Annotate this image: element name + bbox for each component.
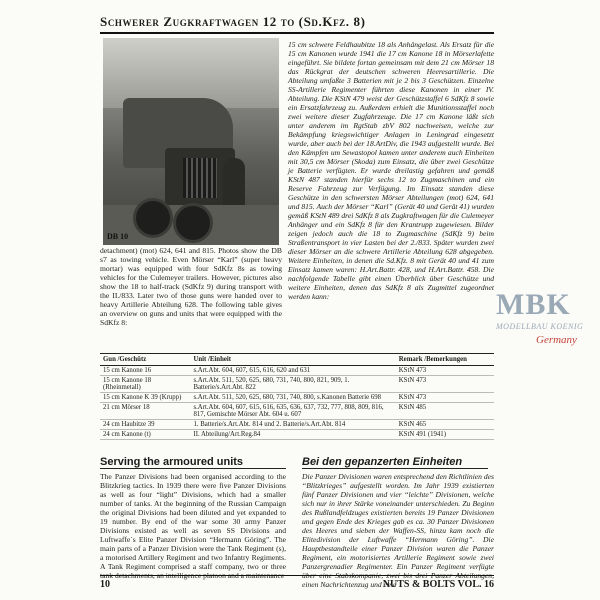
right-column-text: 15 cm schwere Feldhaubitze 18 als Anhängelast. Als Ersatz für die 15 cm Kanonen wurde 1941 die 17 cm Kanone 18 in Mörserlafette eingeführt. Sie bildete fortan gemeinsam mit dem 21 cm Mörser 18 das Rückgrat der deutschen schweren Heeresartillerie. Die Abteilung umfaßte 3 Batterien mit je 2 bis 3 Geschützen. Einzelne SS-Artillerie Regimenter führten diese Kanonen in einer IV. Abteilung. Die KStN 479 weist der Geschützstaffel 6 SdKfz 8 sowie ein Ersatzfahrzeug zu. Außerdem erhielt die Munitionsstaffel noch zwei weitere dieser Zugfahrzeuge. Die 17 cm Kanone läßt sich unter anderem im RgtStab zbV 802 nachweisen, welche zur Bekämpfung kriegswichtiger Anlagen in Leningrad eingesetzt wurde, aber auch bei der 18.ArtDiv, die 1943 aufgestellt wurde. Bei den Kämpfen um Sewastopol kamen unter anderem auch Einheiten mit 30,5 cm Mörser (Skoda) zum Einsatz, die über zwei Geschütze je Batterie verfügten. Er wurde dreilastig gefahren und gemäß KStN 487 standen hierfür sechs 12 to Zugmaschinen und ein Reserve Fahrzeug zur Verfügung. Im Einsatz standen diese Geschütze in den schwersten Mörser Abteilungen (mot) 624, 641 und 815. Auch der Mörser “Karl” (Gerät 40 und Gerät 41) wurden gemäß KStN 489 drei SdKfz 8 als Zugkraftwagen für die Culemeyer Anhänger und ein SdKfz 8 für den Krantrupp zugewiesen. Bilder zeigen jedoch auch die 18 to Zugmaschine (SdKfz 9) beim Straßentransport in vier Lasten bei der 2./833. Später wurden zwei dieser Mörser an die schwere Artillerie Abteilung 628 abgegeben. Weitere Einheiten, in denen die Sd.Kfz. 8 mit Gerät 40 und 41 zum Einsatz kamen waren: H.Art.Battr. 428, und H.Art.Battr. 458. Die nachfolgende Tabelle gibt einen Überblick über Geschütze und weitere Einheiten, denen das SdKfz 8 als Zugmittel zugeordnet werden kann: xyxy=(288,40,495,301)
cell-unit: 1. Batterie/s.Art.Abt. 814 und 2. Batterie/s.Art.Abt. 814 xyxy=(190,420,395,430)
page-header-title: Schwerer Zugkraftwagen 12 to (Sd.Kfz. 8) xyxy=(100,14,366,29)
cell-unit: II. Abteilung/Art.Reg.84 xyxy=(190,430,395,440)
table-row xyxy=(100,393,494,403)
table-header-remark: Remark /Bemerkungen xyxy=(396,354,494,366)
header-rule xyxy=(100,32,494,34)
table-row xyxy=(100,366,494,376)
watermark-subtitle: MODELLBAU KOENIG xyxy=(496,322,584,331)
watermark-country: Germany xyxy=(536,334,577,346)
cell-unit: s.Art.Abt. 511, 520, 625, 680, 731, 740, 800, 821, 909, 1. Batterie/s.Art.Abt. 822 xyxy=(190,376,395,393)
table-header-unit: Unit /Einheit xyxy=(190,354,395,366)
cell-unit: s.Art.Abt. 511, 520, 625, 680, 731, 740, 800, s.Kanonen Batterie 698 xyxy=(190,393,395,403)
page-number: 10 xyxy=(100,579,110,590)
section-heading-english: Serving the armoured units xyxy=(100,456,286,469)
section-text-english: The Panzer Divisions had been organised according to the Blitzkrieg tactics. In 1939 there were five Panzer Divisions as well as four “light” Divisions, which had a smaller number of tanks. At the beginning of the Russian Campaign the original Divisions had been diluted and yet expanded to 19 number. By end of the war some 30 army Panzer Divisions existed as well as seven SS Divisions and Luftwaffe´s Elite Panzer Division “Hermann Göring”. The main parts of a Panzer Division were the Tank Regiment (s), a motorised Artillery Regiment and two Infantry Regiments. A Tank Regiment comprised a staff company, two or three tank detachments, an intelligence platoon and a maintenance xyxy=(100,472,286,580)
left-column-text: detachment) (mot) 624, 641 and 815. Photos show the DB s7 as towing vehicle. Even Mörser “Karl” (super heavy mortar) was equipped with four SdKfz 8s as towing vehicles for the Culemeyer trailers. However, pictures also show the 18 to half-track (SdKfz 9) during transport with the II./833. Later two of those guns were handed over to heavy Artillerie Abteilung 628. The following table gives an overview on guns and units that were equipped with the SdKfz 8: xyxy=(100,246,282,327)
table-row xyxy=(100,403,494,420)
cell-remark: KStN 473 xyxy=(396,376,494,393)
cell-remark: KStN 485 xyxy=(396,403,494,420)
cell-gun: 15 cm Kanone 16 xyxy=(100,366,190,376)
photo-caption: DB 10 xyxy=(107,232,129,241)
section-text-german: Die Panzer Divisionen waren entsprechend den Richtlinien des “Blitzkrieges” aufgestellt worden. Im Jahr 1939 existierten fünf Panzer Divisionen und vier “leichte” Divisionen, welche sich nur in ihrer Stärke voneinander unterschieden. Zu Beginn des Rußlandfeldzuges existierten bereits 19 Panzer Divisionen und gegen Ende des Krieges gab es ca. 30 Panzer Divisionen des Heeres und sieben der Waffen-SS, hinzu kam noch die Elitedivision der Luftwaffe “Hermann Göring”. Die Hauptbestandteile einer Panzer Division waren die Panzer Regiment, ein motorisiertes Artillerie Regiment sowie zwei Panzergrenadier Regimenter. Ein Panzer Regiment verfügte über eine Stabskompanie, zwei bis drei Panzer Abteilungen, einen Nachrichtenzug und eine xyxy=(302,472,494,589)
cell-unit: s.Art.Abt. 604, 607, 615, 616, 635, 636, 637, 732, 777, 808, 809, 816, 817, Gemischte Mörser Abt. 604 u. 607 xyxy=(190,403,395,420)
cell-gun: 15 cm Kanone K 39 (Krupp) xyxy=(100,393,190,403)
cell-gun: 21 cm Mörser 18 xyxy=(100,403,190,420)
cell-remark: KStN 473 xyxy=(396,393,494,403)
watermark-logo xyxy=(496,288,596,364)
page-footer xyxy=(100,575,494,590)
table-row xyxy=(100,376,494,393)
table-row xyxy=(100,430,494,440)
cell-remark: KStN 491 (1941) xyxy=(396,430,494,440)
cell-remark: KStN 465 xyxy=(396,420,494,430)
cell-gun: 24 cm Kanone (t) xyxy=(100,430,190,440)
halftrack-photo xyxy=(103,38,279,245)
cell-unit: s.Art.Abt. 604, 607, 615, 616, 620 and 631 xyxy=(190,366,395,376)
table-header-gun: Gun /Geschütz xyxy=(100,354,190,366)
table-row xyxy=(100,420,494,430)
guns-units-table xyxy=(100,353,494,440)
series-title: NUTS & BOLTS VOL. 16 xyxy=(382,579,494,590)
section-heading-german: Bei den gepanzerten Einheiten xyxy=(302,456,488,469)
cell-gun: 15 cm Kanone 18 (Rheinmetall) xyxy=(100,376,190,393)
watermark-brand: MBK xyxy=(496,288,571,321)
cell-gun: 24 cm Haubitze 39 xyxy=(100,420,190,430)
cell-remark: KStN 473 xyxy=(396,366,494,376)
